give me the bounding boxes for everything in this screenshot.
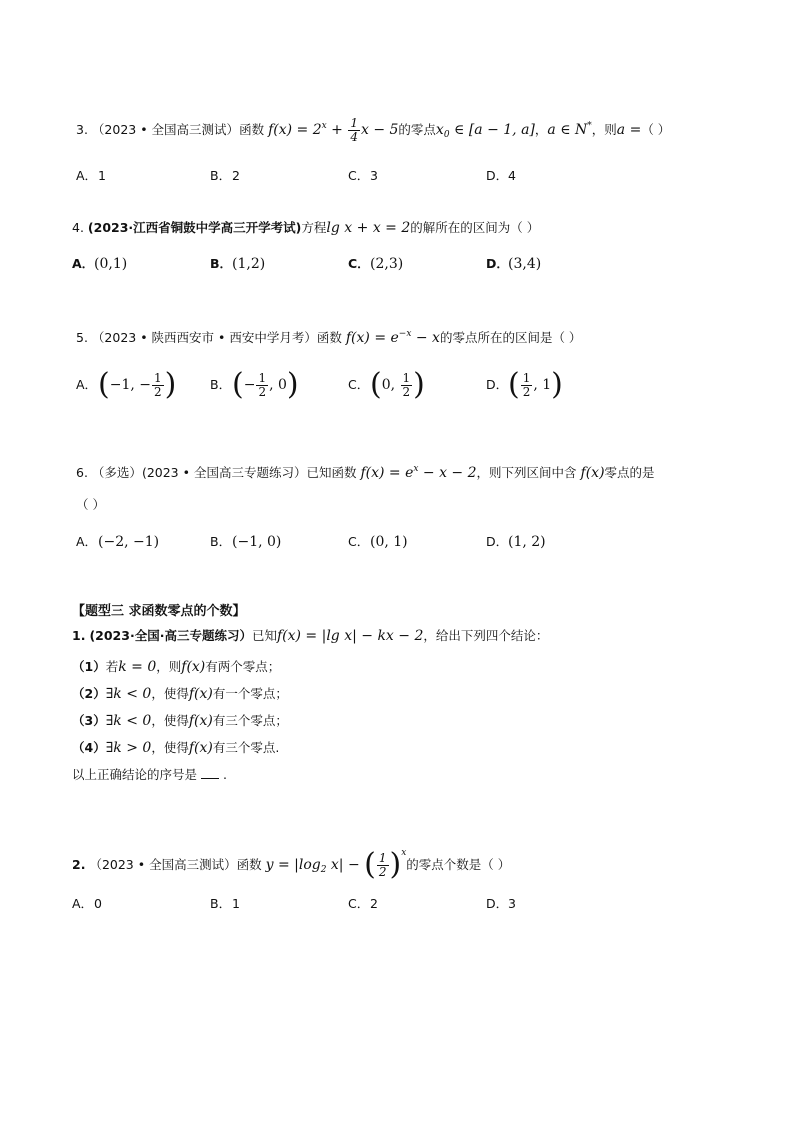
denominator: 2: [378, 864, 387, 879]
q6-option-b: [210, 532, 281, 552]
option-text: (1,2): [232, 256, 266, 272]
option-label: D．: [486, 534, 509, 549]
expr-part: x: [435, 122, 444, 138]
condition: k = 0: [118, 659, 157, 675]
answer-blank: （ ）: [76, 497, 105, 512]
q4-option-b: [210, 254, 265, 274]
s2-option-b: [210, 894, 240, 914]
option-text: 4: [508, 168, 516, 183]
question-6: [76, 459, 655, 483]
q5-option-c: [348, 367, 425, 402]
denominator: 2: [258, 384, 267, 399]
exponent: x: [401, 848, 407, 858]
question-text: 函数: [239, 122, 265, 137]
numerator: 1: [522, 370, 531, 385]
condition: ∃k > 0: [105, 740, 152, 756]
statement-text: ，则: [156, 659, 182, 674]
question-number: 2.: [72, 857, 86, 872]
question-source: （2023 • 全国高三测试）: [91, 122, 240, 137]
expr-part: −1, −: [109, 377, 151, 393]
option-label: B．: [210, 168, 232, 183]
statement-text: 有一个零点；: [212, 686, 288, 701]
statement-text: 有两个零点；: [205, 659, 281, 674]
open-paren: (: [370, 367, 382, 402]
statement-label: （3）: [72, 713, 106, 728]
fraction: [256, 372, 268, 399]
question-text: 的零点: [398, 122, 436, 137]
section-question-1: [72, 626, 548, 646]
exponent: x: [321, 121, 327, 131]
option-label: B．: [210, 896, 232, 911]
statement-text: 若: [105, 659, 119, 674]
statement-2: [72, 684, 288, 704]
s2-option-a: [72, 894, 102, 914]
statement-4: [72, 738, 279, 758]
expr-part: x| −: [326, 857, 365, 873]
option-label: C．: [348, 377, 370, 392]
question-source: (2023·江西省铜鼓中学高三开学考试): [87, 220, 302, 235]
exponent: −x: [398, 329, 412, 339]
function-expression: [360, 465, 476, 481]
q5-option-b: [210, 367, 299, 402]
option-text: 3: [508, 896, 516, 911]
equation: lg x + x = 2: [326, 220, 411, 236]
question-number: 4.: [72, 220, 84, 235]
close-paren: ): [164, 367, 177, 402]
denominator: 2: [154, 384, 162, 399]
function-expression: [265, 847, 407, 882]
statement-text: ，使得: [151, 686, 189, 701]
option-text: (0, 1): [370, 534, 408, 550]
question-number: 1.: [72, 628, 86, 643]
option-label: D．: [486, 168, 509, 183]
expr-part: − x: [411, 330, 440, 346]
numerator: 1: [350, 115, 358, 130]
close-paren: ): [551, 367, 563, 402]
s2-option-c: [348, 894, 378, 914]
open-paren: (: [364, 847, 376, 882]
option-label: D．: [486, 377, 509, 392]
close-paren: ): [286, 367, 299, 402]
s2-option-d: [486, 894, 516, 914]
option-label: C．: [348, 534, 370, 549]
question-5: [76, 324, 581, 348]
option-text: 1: [232, 896, 240, 911]
open-paren: (: [232, 367, 244, 402]
function-ref: f(x): [188, 740, 213, 756]
numerator: 1: [154, 370, 162, 385]
question-3: [76, 116, 670, 145]
q3-option-c: [348, 166, 378, 186]
log-base: 2: [320, 865, 327, 875]
option-label: A．: [76, 168, 98, 183]
option-label: D．: [486, 256, 509, 271]
open-paren: (: [508, 367, 520, 402]
question-text: 函数: [236, 857, 262, 872]
option-label: B．: [210, 377, 232, 392]
option-text: 0: [94, 896, 102, 911]
exponent: x: [413, 464, 419, 474]
zero-point-expression: [436, 122, 535, 138]
expr-part: y = |log: [265, 857, 321, 873]
question-number: 3.: [76, 122, 88, 137]
question-text: 函数: [316, 330, 342, 345]
fill-blank[interactable]: [201, 766, 219, 779]
q6-option-d: [486, 532, 546, 552]
separator: ，: [534, 122, 548, 137]
statement-text: 有三个零点；: [212, 713, 288, 728]
numerator: 1: [402, 370, 411, 385]
option-text: 2: [232, 168, 240, 183]
question-text: 已知: [251, 628, 277, 643]
q5-option-a: [76, 367, 177, 402]
expr-part: a ∈ N: [547, 122, 588, 138]
close-paren: ): [413, 367, 425, 402]
statement-1: [72, 657, 280, 677]
close-paren: ): [389, 847, 402, 882]
question-source: (2023·全国·高三专题练习）: [89, 628, 252, 643]
fraction: [377, 852, 389, 879]
question-source: （2023 • 全国高三测试）: [89, 857, 237, 872]
denominator: 4: [350, 129, 358, 144]
question-text: 的零点所在的区间是（ ）: [439, 330, 582, 345]
statement-3: [72, 711, 288, 731]
expr-part: f(x) = 2: [268, 122, 322, 138]
option-interval: [370, 367, 425, 402]
section-heading: 【题型三 求函数零点的个数】: [72, 604, 246, 619]
option-text: (3,4): [508, 256, 542, 272]
option-label: C．: [348, 896, 370, 911]
condition: ∃k < 0: [105, 713, 152, 729]
q6-option-c: [348, 532, 408, 552]
condition: ∃k < 0: [105, 686, 152, 702]
question-tag: （多选）: [91, 465, 142, 480]
fraction: [401, 372, 413, 399]
option-label: A．: [72, 896, 94, 911]
question-text: 的零点个数是（ ）: [406, 857, 511, 872]
option-label: A．: [76, 534, 98, 549]
numerator: 1: [258, 370, 267, 385]
statement-text: ，使得: [151, 740, 189, 755]
option-text: (2,3): [370, 256, 404, 272]
question-number: 6.: [76, 465, 88, 480]
expr-part: f(x) = e: [345, 330, 399, 346]
option-text: (−1, 0): [232, 534, 282, 550]
statement-label: （4）: [72, 740, 106, 755]
denominator: 2: [402, 384, 411, 399]
function-ref: f(x): [188, 713, 213, 729]
section-question-2: [72, 843, 510, 880]
q3-option-d: [486, 166, 516, 186]
option-label: B．: [210, 256, 233, 271]
statement-text: 有三个零点.: [212, 740, 280, 755]
function-expression: f(x) = |lg x| − kx − 2: [276, 628, 424, 644]
expr-part: − x − 2: [418, 465, 477, 481]
option-label: D．: [486, 896, 509, 911]
q4-option-d: [486, 254, 541, 274]
q3-option-a: [76, 166, 106, 186]
option-label: A．: [72, 256, 95, 271]
option-label: A．: [76, 377, 98, 392]
expr-part: +: [326, 122, 348, 138]
function-expression: [346, 330, 440, 346]
question-source: (2023 • 全国高三专题练习）: [141, 465, 307, 480]
expr-part: −: [243, 377, 256, 393]
option-text: 1: [98, 168, 106, 183]
question-number: 5.: [76, 330, 88, 345]
expr-part: 0,: [381, 377, 400, 393]
option-interval: [98, 367, 177, 402]
option-interval: [232, 367, 299, 402]
fraction: [521, 372, 533, 399]
option-text: (0,1): [94, 256, 128, 272]
option-interval: [508, 367, 563, 402]
q5-option-d: [486, 367, 563, 402]
function-ref: f(x): [188, 686, 213, 702]
question-text: 方程: [301, 220, 327, 235]
option-text: (−2, −1): [98, 534, 160, 550]
expr-part: x − 5: [360, 122, 399, 138]
function-ref: f(x): [181, 659, 206, 675]
question-text: 的解所在的区间为（ ）: [410, 220, 540, 235]
question-4: [72, 218, 539, 238]
question-text: 已知函数: [306, 465, 357, 480]
superscript: *: [587, 121, 592, 131]
expr-part: , 0: [269, 377, 287, 393]
question-text: ，则: [591, 122, 617, 137]
statement-label: （1）: [72, 659, 106, 674]
denominator: 2: [522, 384, 531, 399]
option-label: C．: [348, 168, 370, 183]
expr-part: , 1: [533, 377, 552, 393]
option-label: C．: [348, 256, 370, 271]
numerator: 1: [378, 850, 387, 865]
conclusion-end: .: [223, 767, 227, 782]
statement-label: （2）: [72, 686, 106, 701]
fraction: [348, 117, 360, 144]
expr-part: ∈ [a − 1, a]: [449, 122, 535, 138]
q6-option-a: [76, 532, 159, 552]
a-domain: [547, 122, 591, 138]
answer-blank: （ ）: [641, 122, 671, 137]
option-text: 3: [370, 168, 378, 183]
question-source: （2023 • 陕西西安市 • 西安中学月考）: [91, 330, 317, 345]
q4-option-c: [348, 254, 403, 274]
conclusion-line: [72, 765, 227, 785]
subscript: 0: [443, 130, 450, 140]
fraction: [152, 372, 164, 399]
question-text: ，给出下列四个结论：: [423, 628, 549, 643]
expr-part: a =: [616, 122, 642, 138]
expr-part: f(x): [580, 465, 605, 481]
q6-answer-blank: [76, 495, 105, 515]
option-text: 2: [370, 896, 378, 911]
option-text: (1, 2): [508, 534, 546, 550]
open-paren: (: [98, 367, 110, 402]
expr-part: f(x) = e: [360, 465, 414, 481]
question-text: ，则下列区间中含: [476, 465, 577, 480]
q4-option-a: [72, 254, 127, 274]
statement-text: ，使得: [151, 713, 189, 728]
q3-option-b: [210, 166, 240, 186]
question-text: 零点的是: [604, 465, 655, 480]
option-label: B．: [210, 534, 232, 549]
function-expression: [268, 115, 399, 144]
conclusion-text: 以上正确结论的序号是: [72, 767, 198, 782]
